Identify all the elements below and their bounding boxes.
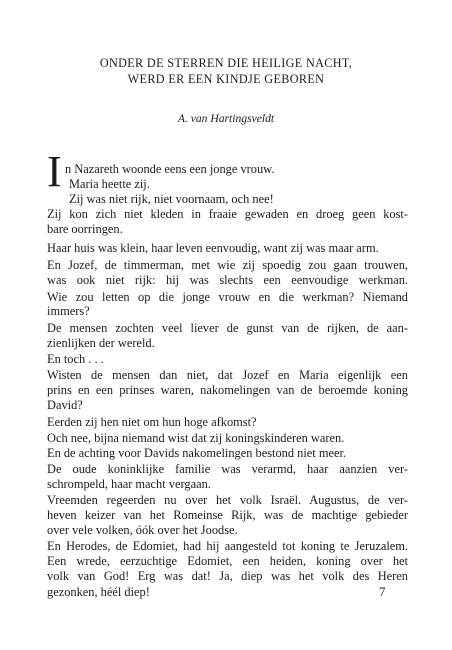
body-line: over vele volken, óók over het Joodse.: [47, 523, 238, 537]
body-line: David?: [47, 398, 83, 412]
body-line: schrompeld, haar macht vergaan.: [47, 477, 211, 491]
body-line: Zij kon zich niet kleden in fraaie gewaden en droeg geen kost-: [47, 207, 408, 221]
body-line: En Herodes, de Edomiet, had hij aangesteld tot koning te Jeruzalem.: [47, 539, 408, 553]
body-line: prins en een prinses waren, nakomelingen van de beroemde koning: [47, 383, 408, 397]
body-line: En toch . . .: [47, 352, 104, 366]
body-line: Och nee, bijna niemand wist dat zij koningskinderen waren.: [47, 431, 345, 445]
body-line: Zij was niet rijk, niet voornaam, och nee!: [69, 192, 274, 206]
body-line: Wisten de mensen dan niet, dat Jozef en Maria eigenlijk een: [47, 368, 408, 382]
body-line: n Nazareth woonde eens een jonge vrouw.: [65, 162, 275, 176]
author-name: A. van Hartingsveldt: [177, 112, 275, 125]
body-line: De mensen zochten veel liever de gunst van de rijken, de aan-: [47, 321, 408, 335]
body-line: En de achting voor Davids nakomelingen bestond niet meer.: [47, 446, 347, 460]
body-line: Een wrede, eerzuchtige Edomiet, een heiden, koning over het: [47, 554, 408, 568]
chapter-title-line-2: WERD ER EEN KINDJE GEBOREN: [127, 72, 325, 86]
chapter-title-line-1: ONDER DE STERREN DIE HEILIGE NACHT,: [99, 56, 353, 70]
body-line: De oude koninklijke familie was verarmd, haar aanzien ver-: [47, 462, 408, 476]
body-line: Wie zou letten op die jonge vrouw en die werkman? Niemand: [47, 290, 408, 304]
body-line: Eerden zij hen niet om hun hoge afkomst?: [47, 415, 257, 429]
body-line: was ook niet rijk: hij was slechts een eenvoudige werkman.: [47, 273, 408, 287]
body-line: En Jozef, de timmerman, met wie zij spoedig zou gaan trouwen,: [47, 258, 408, 272]
body-line: Haar huis was klein, haar leven eenvoudig, want zij was maar arm.: [47, 241, 379, 255]
body-line: zienlijken der wereld.: [47, 336, 155, 350]
body-line: immers?: [47, 304, 90, 318]
body-line: heven keizer van het Romeinse Rijk, was de machtige gebieder: [47, 508, 408, 522]
body-line: bare oorringen.: [47, 222, 123, 236]
drop-cap: I: [47, 147, 62, 196]
body-line: volk van God! Erg was dat! Ja, diep was het volk des Heren: [47, 569, 408, 583]
page-number: 7: [379, 584, 386, 599]
body-line: gezonken, héél diep!: [47, 585, 150, 599]
body-line: Maria heette zij.: [69, 177, 150, 191]
body-line: Vreemden regeerden nu over het volk Israël. Augustus, de ver-: [47, 493, 408, 507]
